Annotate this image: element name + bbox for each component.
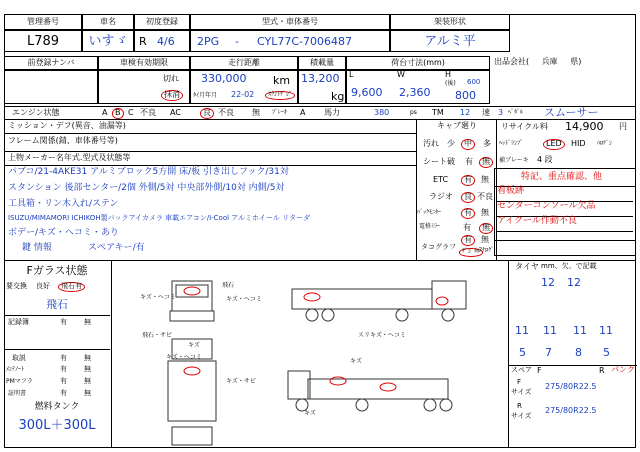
taco-nashi: 無: [481, 235, 489, 244]
eng-bad: 不良: [140, 108, 156, 117]
taco-digital: ﾃﾞｼﾞﾀﾙ: [459, 248, 483, 257]
mileage-unit: km: [273, 74, 291, 87]
model-cell: [190, 30, 390, 52]
model-value: CYL77C-7006487: [257, 35, 352, 48]
seat-ari: 有: [465, 157, 473, 166]
tire-panel: [508, 260, 636, 448]
ac-none: 無: [252, 108, 260, 117]
cab-label: キャブ廻り: [437, 121, 477, 130]
brake2-value: 4 段: [537, 155, 553, 164]
mileage-value: 330,000: [201, 72, 247, 85]
mirror-ari: 有: [463, 223, 471, 232]
diag-label-6: キズ・ヘコミ: [166, 354, 202, 361]
mirror-label: 電格ﾐﾗｰ: [419, 223, 441, 230]
taimei-value: 22-02: [231, 90, 255, 99]
tire-r-size: 275/80R22.5: [545, 406, 597, 415]
wheel: [442, 309, 454, 321]
tire-r-size-label: サイズ: [511, 412, 532, 420]
pm-yes: 有: [60, 377, 67, 385]
tm-label: TM: [432, 108, 444, 117]
mirror-nashi: 無: [479, 223, 493, 234]
record-label: 記録簿: [8, 318, 29, 326]
spare-r: R: [599, 366, 605, 375]
maint-label: ﾒﾝﾃﾉｰﾄ: [6, 366, 25, 373]
spare-label: スペア: [511, 366, 532, 374]
backmon-nashi: 無: [481, 208, 489, 217]
glass-chip-value: 飛石: [46, 298, 68, 311]
model-prefix: 2PG: [197, 35, 220, 48]
exhibit-cell: [494, 58, 636, 72]
eng-c: C: [128, 108, 134, 117]
recycle-value: 14,900: [565, 120, 604, 133]
fuel-value: 300L＋300L: [18, 418, 96, 433]
recycle-unit: 円: [619, 122, 627, 131]
tire-r3-3: 8: [575, 346, 582, 359]
key-label: 鍵 情報: [22, 243, 52, 253]
pedal-num: 3: [498, 108, 504, 117]
pm-no: 無: [84, 377, 91, 385]
cargo-cell: [346, 70, 490, 104]
cab-column: [416, 120, 496, 260]
ac-label: AC: [170, 108, 181, 117]
top-view-bed: [168, 361, 216, 421]
diag-label-2: キズ・ヘコミ: [140, 294, 176, 301]
body-label: 架装形状: [390, 14, 510, 30]
dirt-many: 多: [483, 139, 491, 148]
manual-no: 無: [84, 354, 91, 362]
radio-bad: 不良: [477, 192, 493, 201]
prev-plate-value: [4, 70, 98, 104]
side-view-lower-cab: [288, 371, 310, 399]
brake-value: A: [300, 108, 306, 117]
note-2: センターコンソール欠品: [497, 202, 633, 217]
tire-subtitle: mm、欠、で記載: [541, 262, 597, 270]
glass-good: 良好: [36, 282, 50, 290]
equip-line-4: ISUZU/MIMAMORI ICHIKOH製バックアイカメラ 車載エアコン/I-Cool アルミホイール リターダ: [8, 214, 311, 222]
side-view-upper-body: [292, 289, 432, 309]
equip-line-2: スタンション 後部センター/2個 外側/5対 中央部外側/10対 内側/5対: [8, 183, 285, 193]
damage-mark: [184, 287, 200, 295]
equip-line-3: 工具箱・リン木入れ/ステン: [8, 199, 119, 209]
ac-good: 良: [200, 108, 214, 119]
diag-label-10: キズ: [304, 410, 316, 417]
docs-divider: [4, 349, 110, 351]
diag-label-1: 飛石: [222, 282, 235, 289]
tire-f-label: F: [517, 378, 522, 386]
engine-label: エンジン状態: [12, 108, 60, 117]
key-row: [22, 244, 422, 258]
cert-no: 無: [84, 389, 91, 397]
tire-front-l: 12: [541, 276, 555, 289]
seat-label: シート破: [423, 157, 455, 166]
hp-unit: ps: [410, 109, 417, 116]
key-value: スペアキー/有: [88, 243, 145, 253]
maker-value: いすゞ: [82, 30, 134, 52]
wheel: [356, 399, 368, 411]
prev-plate-label: 前登録ナンバ: [4, 56, 98, 70]
maker-label: 車名: [82, 14, 134, 30]
tire-r2-3: 11: [573, 324, 587, 337]
cert-yes: 有: [60, 389, 67, 397]
damage-mark: [330, 377, 346, 385]
kanri-label: 管理番号: [4, 14, 82, 30]
cargo-h-note: (後): [445, 80, 456, 87]
taco-label: タコグラフ: [421, 243, 456, 251]
radio-good: 良: [461, 192, 475, 203]
cargo-h-front: 600: [467, 78, 481, 86]
wheel: [306, 309, 318, 321]
exhibit-suffix: 県): [570, 57, 582, 66]
diag-label-9: キズ: [350, 358, 362, 365]
brake-label: ﾌﾞﾚｰｷ: [272, 109, 288, 116]
headlamp-hid: HID: [571, 139, 586, 148]
first-reg-era: R: [139, 35, 147, 48]
diag-label-5: キズ: [188, 342, 200, 349]
recycle-label: リサイクル料: [501, 122, 548, 131]
tire-front-r: 12: [567, 276, 581, 289]
taco-analog: ｱﾅﾛｸﾞ: [479, 247, 495, 254]
wheel: [322, 309, 334, 321]
damage-mark: [184, 367, 200, 375]
glass-chip: 飛石有: [58, 282, 85, 292]
tire-r2-4: 11: [599, 324, 613, 337]
first-reg-cell: [134, 30, 190, 52]
kanri-value: L789: [4, 30, 82, 52]
glass-panel: [4, 260, 112, 448]
eng-a: A: [102, 108, 108, 117]
headlamp-halogen: ﾊﾛｹﾞﾝ: [597, 140, 613, 147]
ac-bad: 不良: [218, 108, 234, 117]
taco-ari: 有: [461, 235, 475, 246]
spare-note: パンク: [611, 365, 635, 374]
equip-line-1: パブコ/21-4AKE31 アルミブロック5方開 床/板 引き出しフック/31対: [8, 167, 289, 177]
dirt-few: 少: [447, 139, 455, 148]
notes-title: 特記、重点確認、他: [521, 172, 603, 182]
glass-replace: 要交換: [6, 282, 27, 290]
tm-unit: 速: [482, 108, 490, 117]
front-view-bumper: [170, 311, 214, 321]
body-value: アルミ平: [390, 30, 510, 52]
cargo-l: L: [349, 70, 354, 79]
dirt-mid: 中: [461, 139, 475, 150]
wheel: [424, 399, 436, 411]
note-1: 看板跡: [497, 187, 633, 202]
pedal-value: スムーサー: [544, 106, 599, 119]
mileage-cell: [190, 70, 298, 104]
kirare: 切れ: [163, 74, 179, 83]
seat-nashi: 無: [479, 157, 493, 168]
cargo-hgt: 800: [455, 89, 476, 102]
backmon-label: ﾊﾞｯｸﾓﾆﾀｰ: [417, 209, 442, 216]
first-reg-value: 4/6: [157, 35, 175, 48]
spare-f: F: [537, 366, 542, 375]
diagram-area: [112, 260, 508, 448]
damage-mark: [380, 383, 396, 391]
headlamp-led: LED: [543, 139, 565, 150]
side-view-upper-cab: [432, 281, 466, 309]
mission-row: ミッション・デフ(異音、油漏等): [4, 120, 416, 134]
cert-label: 証明書: [8, 390, 27, 397]
model-label: 型式・車体番号: [190, 14, 390, 30]
tm-value: 12: [460, 108, 471, 117]
cargo-label: 荷台寸法(mm): [346, 56, 490, 70]
etc-nashi: 無: [481, 175, 489, 184]
hp-value: 380: [374, 108, 390, 117]
etc-label: ETC: [433, 175, 449, 184]
fuel-label: 燃料タンク: [34, 402, 80, 412]
cargo-w: W: [397, 70, 405, 79]
exhibit-label: 出品会社(: [494, 57, 530, 66]
tire-f-size-label: サイズ: [511, 388, 532, 396]
meter-note: ｽｸﾝﾄｹﾞｼﾞ: [265, 91, 295, 100]
taimei-label: ﾀｲ月年月: [193, 92, 218, 99]
first-reg-label: 初度登録: [134, 14, 190, 30]
etc-ari: 有: [461, 175, 475, 186]
cargo-wid: 2,360: [399, 86, 431, 99]
tire-r-label: R: [517, 402, 522, 410]
notes-line-4: [495, 239, 635, 241]
record-no: 無: [84, 318, 91, 326]
hp-label: 馬力: [324, 108, 340, 117]
tire-r3-4: 5: [603, 346, 610, 359]
capacity-cell: [298, 70, 346, 104]
model-dash: -: [235, 35, 239, 48]
wheel: [396, 309, 408, 321]
tire-title: タイヤ: [515, 262, 539, 271]
capacity-value: 13,200: [301, 72, 340, 85]
cargo-h: H: [445, 70, 452, 79]
diag-label-4: 飛石・サビ: [142, 332, 173, 339]
dirt-label: 汚れ: [423, 139, 439, 148]
inspect-label: 車検有効期限: [98, 56, 190, 70]
maint-no: 無: [84, 365, 91, 373]
rear-view: [172, 427, 212, 445]
massho: 抹消: [161, 90, 183, 101]
backmon-ari: 有: [461, 208, 475, 219]
damage-mark: [436, 297, 448, 305]
notes-box: [494, 168, 636, 256]
diag-label-7: キズ・サビ: [226, 378, 256, 385]
note-3: アイクール作動不良: [497, 217, 633, 232]
tire-r3-2: 7: [545, 346, 552, 359]
maint-yes: 有: [60, 365, 67, 373]
glass-divider: [4, 315, 110, 317]
tire-r2-1: 11: [515, 324, 529, 337]
pedal-label: ﾍﾟﾀﾞﾙ: [508, 109, 524, 116]
brake2-label: 補ブレーキ: [499, 157, 529, 164]
engine-row: [4, 106, 636, 120]
inspect-cell: [98, 70, 190, 104]
glass-title: Fガラス状態: [26, 264, 88, 277]
equip-line-5: ボデー/キズ・ヘコミ・あり: [8, 228, 119, 238]
cargo-len: 9,600: [351, 86, 383, 99]
frame-row: フレーム関係(錆、車体番号等): [4, 134, 416, 152]
damage-mark: [304, 293, 320, 301]
pm-label: PMマフラ: [6, 378, 33, 385]
capacity-label: 積載量: [298, 56, 346, 70]
tire-f-size: 275/80R22.5: [545, 382, 597, 391]
diag-label-8: スリキズ・ヘコミ: [358, 332, 406, 339]
manual-label: 取説: [12, 354, 26, 362]
tire-r2-2: 11: [543, 324, 557, 337]
equip-label-row: 上物メーカー名年式.型式及状態等: [4, 152, 416, 166]
capacity-unit: kg: [331, 90, 345, 103]
manual-yes: 有: [60, 354, 67, 362]
side-view-lower-body: [308, 379, 448, 399]
wheel: [440, 399, 452, 411]
exhibit-value: 兵庫: [541, 57, 558, 66]
radio-label: ラジオ: [429, 192, 453, 201]
headlamp-label: ﾍｯﾄﾞﾗﾝﾌﾟ: [499, 140, 524, 147]
tire-r3-1: 5: [519, 346, 526, 359]
eng-b: B: [112, 108, 124, 119]
record-yes: 有: [60, 318, 67, 326]
mileage-label: 走行距離: [190, 56, 298, 70]
diag-label-3: キズ・ヘコミ: [226, 296, 262, 303]
